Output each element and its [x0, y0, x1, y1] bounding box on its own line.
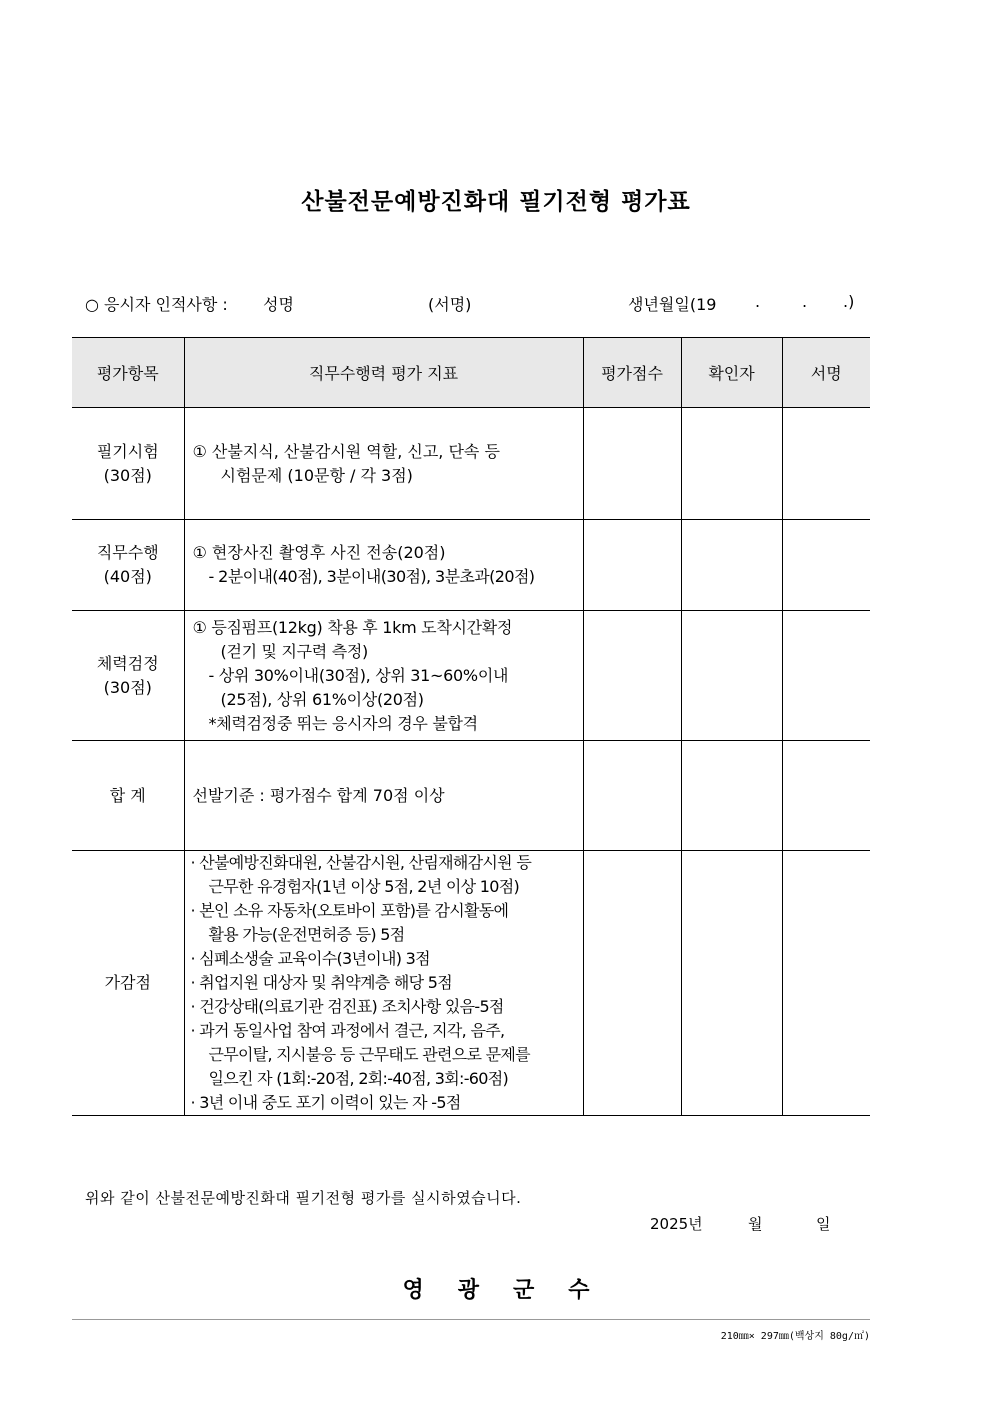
indicator-line: 선발기준 : 평가점수 합계 70점 이상: [192, 785, 445, 805]
birth-label: 생년월일(19: [628, 295, 717, 314]
score-cell[interactable]: [583, 851, 681, 1116]
indicator-line: 일으킨 자 (1회:-20점, 2회:-40점, 3회:-60점): [208, 1069, 509, 1088]
verifier-cell[interactable]: [681, 408, 782, 520]
indicator-line: ① 현장사진 촬영후 사진 전송(20점): [192, 543, 446, 562]
row-indicator: [184, 520, 583, 611]
signature-label: (서명): [428, 295, 472, 314]
signature-cell[interactable]: [782, 611, 870, 741]
category-label: 직무수행: [96, 543, 159, 562]
verifier-cell[interactable]: [681, 520, 782, 611]
date-day: 일: [816, 1215, 831, 1233]
indicator-line: · 산불예방진화대원, 산불감시원, 산림재해감시원 등: [190, 853, 532, 872]
row-indicator: [184, 611, 583, 741]
birth-dot: .: [755, 292, 761, 311]
indicator-line: 활용 가능(운전면허증 등) 5점: [208, 925, 405, 944]
indicator-line: (걷기 및 지구력 측정): [220, 641, 368, 661]
indicator-line: - 2분이내(40점), 3분이내(30점), 3분초과(20점): [208, 567, 535, 586]
verifier-cell[interactable]: [681, 741, 782, 851]
birth-end: .): [843, 292, 855, 311]
issuer-char: 군: [513, 1278, 535, 1303]
footer-divider: [72, 1319, 870, 1320]
indicator-line: · 과거 동일사업 참여 과정에서 결근, 지각, 음주,: [190, 1021, 505, 1040]
indicator-line: - 상위 30%이내(30점), 상위 31~60%이내: [208, 665, 509, 685]
page-title: 산불전문예방진화대 필기전형 평가표: [301, 189, 691, 215]
category-points: (30점): [103, 465, 152, 485]
indicator-line: ① 산불지식, 산불감시원 역할, 신고, 단속 등: [192, 441, 500, 461]
table-row: [72, 611, 870, 741]
category-label: 합 계: [109, 785, 146, 805]
signature-cell[interactable]: [782, 741, 870, 851]
row-category: [72, 851, 184, 1116]
header-verifier: 확인자: [681, 338, 782, 408]
indicator-line: · 취업지원 대상자 및 취약계층 해당 5점: [190, 973, 453, 992]
issuer-name: [0, 1273, 992, 1304]
signature-cell[interactable]: [782, 520, 870, 611]
indicator-line: 근무이탈, 지시불응 등 근무태도 관련으로 문제를: [208, 1045, 530, 1064]
row-indicator: [184, 851, 583, 1116]
row-category: [72, 520, 184, 611]
indicator-line: · 본인 소유 자동차(오토바이 포함)를 감시활동에: [190, 901, 509, 920]
header-category: 평가항목: [72, 338, 184, 408]
indicator-line: 근무한 유경험자(1년 이상 5점, 2년 이상 10점): [208, 877, 520, 896]
issuer-char: 영: [402, 1278, 424, 1303]
score-cell[interactable]: [583, 611, 681, 741]
issuer-char: 수: [568, 1278, 590, 1303]
category-label: 가감점: [104, 973, 151, 992]
category-label: 체력검정: [96, 653, 159, 673]
row-category: [72, 611, 184, 741]
score-cell[interactable]: [583, 408, 681, 520]
table-row: [72, 851, 870, 1116]
indicator-line: · 심폐소생술 교육이수(3년이내) 3점: [190, 949, 430, 968]
indicator-line: *체력검정중 뛰는 응시자의 경우 불합격: [208, 713, 478, 733]
table-row: [72, 520, 870, 611]
name-label: 성명: [263, 295, 294, 314]
date-month: 월: [748, 1215, 763, 1233]
header-signature: 서명: [782, 338, 870, 408]
score-cell[interactable]: [583, 741, 681, 851]
category-points: (30점): [103, 677, 152, 697]
closing-statement: 위와 같이 산불전문예방진화대 필기전형 평가를 실시하였습니다.: [85, 1189, 522, 1207]
header-indicator: 직무수행력 평가 지표: [184, 338, 583, 408]
verifier-cell[interactable]: [681, 851, 782, 1116]
header-score: 평가점수: [583, 338, 681, 408]
category-label: 필기시험: [96, 441, 159, 461]
table-header-row: [72, 338, 870, 408]
indicator-line: · 건강상태(의료기관 검진표) 조치사항 있음-5점: [190, 997, 504, 1016]
evaluation-table: [72, 337, 870, 1116]
category-points: (40점): [103, 567, 152, 586]
table-row: [72, 741, 870, 851]
row-indicator: [184, 408, 583, 520]
signature-cell[interactable]: [782, 408, 870, 520]
issuer-char: 광: [457, 1278, 479, 1303]
row-category: [72, 408, 184, 520]
date-year: 2025년: [650, 1215, 703, 1233]
indicator-line: 시험문제 (10문항 / 각 3점): [220, 465, 413, 485]
applicant-label: ○ 응시자 인적사항 :: [85, 295, 228, 314]
verifier-cell[interactable]: [681, 611, 782, 741]
birth-dot: .: [802, 292, 808, 311]
signature-cell[interactable]: [782, 851, 870, 1116]
table-row: [72, 408, 870, 520]
applicant-info: [85, 292, 875, 316]
row-indicator: [184, 741, 583, 851]
indicator-line: ① 등짐펌프(12kg) 착용 후 1km 도착시간확정: [192, 617, 513, 637]
score-cell[interactable]: [583, 520, 681, 611]
indicator-line: · 3년 이내 중도 포기 이력이 있는 자 -5점: [190, 1093, 461, 1112]
paper-spec: 210㎜× 297㎜(백상지 80g/㎡): [720, 1331, 870, 1342]
row-category: [72, 741, 184, 851]
indicator-line: (25점), 상위 61%이상(20점): [220, 689, 424, 709]
